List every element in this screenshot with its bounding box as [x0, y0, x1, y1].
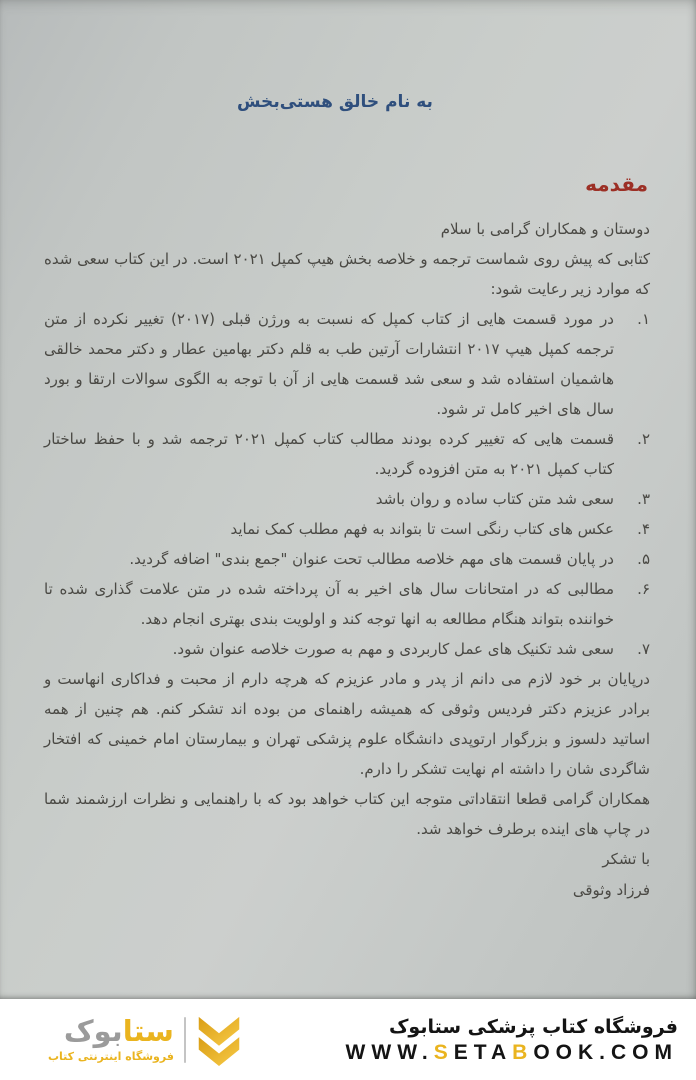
- list-item: [44, 544, 650, 574]
- section-heading: مقدمه: [585, 172, 648, 196]
- setabook-logo: [48, 1013, 242, 1067]
- url-segment-accent: S: [433, 1040, 454, 1064]
- list-item: [44, 484, 650, 514]
- logo-wordmark-gold: ستا: [122, 1014, 174, 1049]
- list-item-text: در پایان قسمت های مهم خلاصه مطالب تحت عنوان "جمع بندی" اضافه گردید.: [129, 550, 614, 568]
- list-item-number: ۲.: [637, 430, 650, 448]
- url-segment: ETA: [453, 1040, 513, 1064]
- footer-banner: [0, 999, 696, 1080]
- footer-store-block: [346, 1014, 678, 1066]
- list-item: [44, 304, 650, 424]
- signoff-thanks: با تشکر: [602, 850, 650, 868]
- signoff-author-name: فرزاد وثوقی: [572, 881, 650, 899]
- intro-paragraph: کتابی که پیش روی شماست ترجمه و خلاصه بخش هیپ کمپل ۲۰۲۱ است. در این کتاب سعی شده که موارد زیر رعایت شود:: [44, 250, 650, 298]
- list-item-text: در مورد قسمت هایی از کتاب کمپل که نسبت به ورژن قبلی (۲۰۱۷) تغییر نکرده از متن ترجمه کمپل هیپ ۲۰۱۷ انتشارات آرتین طب به قلم دکتر بهامین عطار و دکتر محمد خالقی هاشمیان استفاده شد و سعی شد قسمت هایی از آن با توجه به الگوی سوالات ارتقا و بورد سال های اخیر کامل تر شود.: [44, 310, 615, 418]
- preface-body: [44, 214, 650, 906]
- list-item: [44, 574, 650, 634]
- logo-wordmark-block: [48, 1016, 174, 1062]
- list-item-number: ۵.: [637, 550, 650, 568]
- url-segment: OOK.COM: [533, 1040, 678, 1064]
- list-item-number: ۱.: [637, 310, 650, 328]
- logo-tagline: فروشگاه اینترنتی کتاب: [48, 1049, 174, 1063]
- bismillah-title: به نام خالق هستی‌بخش: [237, 92, 433, 112]
- closing-paragraph-acknowledgements: درپایان بر خود لازم می دانم از پدر و مادر عزیزم که هرچه دارم از محبت و فداکاری انهاست و برادر عزیزم دکتر فردیس وثوقی که همیشه راهنمای من بوده اند تشکر کنم. هم چنین از همه اساتید دلسوز و بزرگوار ارتوپدی دانشگاه علوم پزشکی تهران و بیمارستان امام خمینی که افتخار شاگردی شان را داشته ام نهایت تشکر را دارم.: [44, 670, 650, 778]
- closing-paragraph-feedback: همکاران گرامی قطعا انتقاداتی متوجه این کتاب خواهد بود که با راهنمایی و نظرات ارزشمند شما در چاپ های اینده برطرف خواهد شد.: [44, 790, 650, 838]
- url-segment: WWW.: [345, 1040, 434, 1064]
- list-item: [44, 514, 650, 544]
- logo-wordmark: [63, 1014, 174, 1049]
- list-item-text: سعی شد متن کتاب ساده و روان باشد: [375, 490, 614, 508]
- list-item-text: سعی شد تکنیک های عمل کاربردی و مهم به صورت خلاصه عنوان شود.: [172, 640, 614, 658]
- list-item-number: ۳.: [637, 490, 650, 508]
- list-item: [44, 634, 650, 664]
- url-segment-accent: B: [512, 1040, 534, 1064]
- double-chevron-down-icon: [196, 1013, 242, 1067]
- store-url: [346, 1040, 678, 1066]
- list-item-text: مطالبی که در امتحانات سال های اخیر به آن پرداخته شده در متن علامت گذاری شده تا خواننده بتواند هنگام مطالعه به انها توجه کند و اولویت بندی بهتری انجام دهد.: [44, 580, 614, 628]
- logo-divider: [184, 1017, 186, 1063]
- list-item-text: عکس های کتاب رنگی است تا بتواند به فهم مطلب کمک نماید: [230, 520, 614, 538]
- list-item-number: ۶.: [637, 580, 650, 598]
- list-item-number: ۴.: [637, 520, 650, 538]
- list-item: [44, 424, 650, 484]
- logo-wordmark-gray: بوک: [63, 1014, 123, 1049]
- numbered-list: [44, 304, 650, 664]
- list-item-number: ۷.: [637, 640, 650, 658]
- store-name: فروشگاه کتاب پزشکی ستابوک: [388, 1015, 678, 1038]
- greeting-line: دوستان و همکاران گرامی با سلام: [440, 220, 650, 238]
- list-item-text: قسمت هایی که تغییر کرده بودند مطالب کتاب کمپل ۲۰۲۱ ترجمه شد و با حفظ ساختار کتاب کمپل ۲۰۲۱ به متن افزوده گردید.: [44, 430, 615, 478]
